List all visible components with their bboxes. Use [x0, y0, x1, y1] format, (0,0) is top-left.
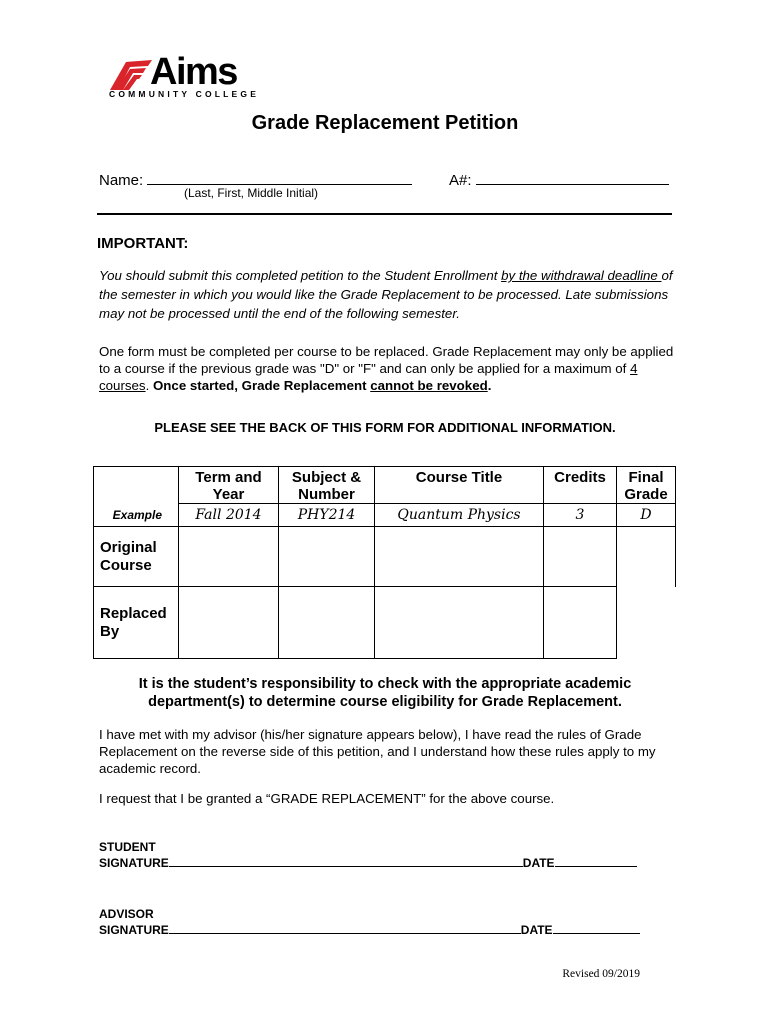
responsibility-notice: It is the student’s responsibility to check with the appropriate academic department(s) to determine course eligibility for Grade Replacement.: [138, 676, 632, 710]
header-course-title: Course Title: [375, 467, 544, 504]
divider: [97, 213, 672, 215]
important-heading: IMPORTANT:: [97, 235, 189, 252]
a-number-input-line[interactable]: [476, 170, 669, 185]
replaced-credits-cell[interactable]: [544, 587, 617, 659]
example-label: Example: [94, 504, 179, 527]
example-credits: 3: [544, 504, 617, 527]
student-date-line[interactable]: [555, 855, 637, 867]
logo-wordmark: Aims: [150, 51, 237, 93]
a-number-field[interactable]: [449, 170, 669, 189]
name-input-line[interactable]: [147, 170, 412, 185]
replaced-subject-cell[interactable]: [279, 587, 375, 659]
original-grade-cell[interactable]: [617, 527, 676, 587]
example-subject: PHY214: [279, 504, 375, 527]
row-label-original: Original Course: [94, 527, 179, 587]
table-row: [94, 527, 676, 587]
header-final-grade: Final Grade: [617, 467, 676, 504]
original-subject-cell[interactable]: [279, 527, 375, 587]
see-back-notice: PLEASE SEE THE BACK OF THIS FORM FOR ADDITIONAL INFORMATION.: [154, 420, 616, 435]
original-title-cell[interactable]: [375, 527, 544, 587]
student-signature-block: STUDENT SIGNATURE DATE: [99, 840, 637, 871]
name-hint: (Last, First, Middle Initial): [184, 186, 319, 200]
request-statement: I request that I be granted a “GRADE REPLACEMENT” for the above course.: [99, 791, 555, 806]
example-grade: D: [617, 504, 676, 527]
advisor-signature-line[interactable]: [169, 922, 521, 934]
example-title: Quantum Physics: [375, 504, 544, 527]
page-title: Grade Replacement Petition: [251, 112, 519, 134]
logo-subtitle: COMMUNITY COLLEGE: [109, 89, 260, 99]
original-term-cell[interactable]: [179, 527, 279, 587]
revision-date: Revised 09/2019: [562, 968, 640, 980]
course-table: [93, 466, 676, 659]
header-term: Term and Year: [179, 467, 279, 504]
advisor-statement: I have met with my advisor (his/her signature appears below), I have read the rules of Grade Replacement on the reverse side of this petition, and I understand how these rules apply to my academic record.: [99, 727, 656, 776]
replaced-term-cell[interactable]: [179, 587, 279, 659]
row-label-replaced: Replaced By: [94, 587, 179, 659]
table-row: [94, 587, 676, 659]
corner-cell: [94, 467, 179, 504]
advisor-signature-block: ADVISOR SIGNATURE DATE: [99, 907, 640, 938]
advisor-date-line[interactable]: [553, 922, 640, 934]
original-credits-cell[interactable]: [544, 527, 617, 587]
header-subject: Subject & Number: [279, 467, 375, 504]
important-text: You should submit this completed petition to the Student Enrollment by the withdrawal deadline of the semester in which you would like the Grade Replacement to be processed. Late submissions may not be processed until the end of the following semester.: [99, 268, 673, 321]
example-term: Fall 2014: [179, 504, 279, 527]
student-signature-line[interactable]: [169, 855, 523, 867]
rules-paragraph: One form must be completed per course to be replaced. Grade Replacement may only be applied to a course if the previous grade was "D" or "F" and can only be applied for a maximum of 4 courses. Once started, Grade Replacement cannot be revoked.: [99, 344, 674, 393]
name-label: Name:: [99, 172, 144, 189]
replaced-title-cell[interactable]: [375, 587, 544, 659]
header-credits: Credits: [544, 467, 617, 504]
replaced-grade-cell[interactable]: [617, 587, 676, 659]
a-number-label: A#:: [449, 172, 472, 189]
